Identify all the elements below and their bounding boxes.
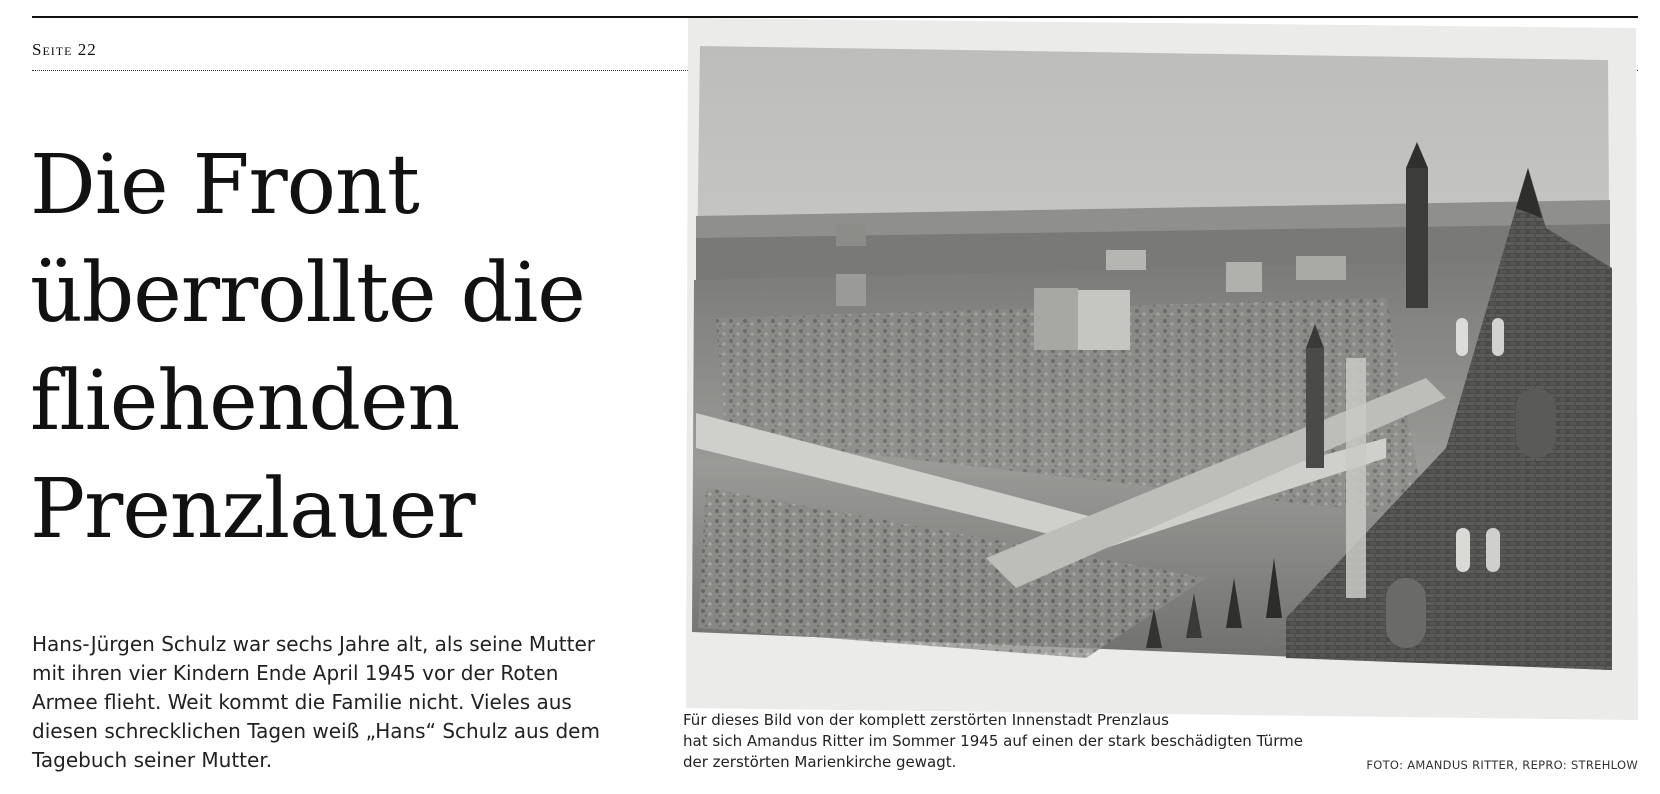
- lead-line: Armee flieht. Weit kommt die Familie nicht. Vieles aus: [32, 690, 572, 714]
- lead-line: diesen schrecklichen Tagen weiß „Hans“ Schulz aus dem: [32, 719, 600, 743]
- caption-line: hat sich Amandus Ritter im Sommer 1945 auf einen der stark beschädigten Türme: [683, 732, 1303, 750]
- lead-line: Tagebuch seiner Mutter.: [32, 748, 273, 772]
- headline-line: Die Front: [30, 138, 419, 233]
- lead-line: mit ihren vier Kindern Ende April 1945 vor der Roten: [32, 661, 559, 685]
- photo-caption: [683, 710, 1303, 773]
- headline-line: überrollte die: [30, 246, 585, 341]
- photo-image: [692, 46, 1612, 670]
- page-number-label: Seite 22: [32, 40, 97, 59]
- historic-photo: [686, 18, 1638, 720]
- caption-line: Für dieses Bild von der komplett zerstörten Innenstadt Prenzlaus: [683, 711, 1169, 729]
- headline-line: fliehenden: [30, 354, 460, 449]
- caption-line: der zerstörten Marienkirche gewagt.: [683, 753, 957, 771]
- headline-line: Prenzlauer: [30, 462, 475, 557]
- photo-credit: FOTO: AMANDUS RITTER, REPRO: STREHLOW: [1366, 758, 1638, 772]
- lead-line: Hans-Jürgen Schulz war sechs Jahre alt, als seine Mutter: [32, 632, 596, 656]
- article-headline: [30, 132, 670, 564]
- article-lead: [32, 630, 672, 775]
